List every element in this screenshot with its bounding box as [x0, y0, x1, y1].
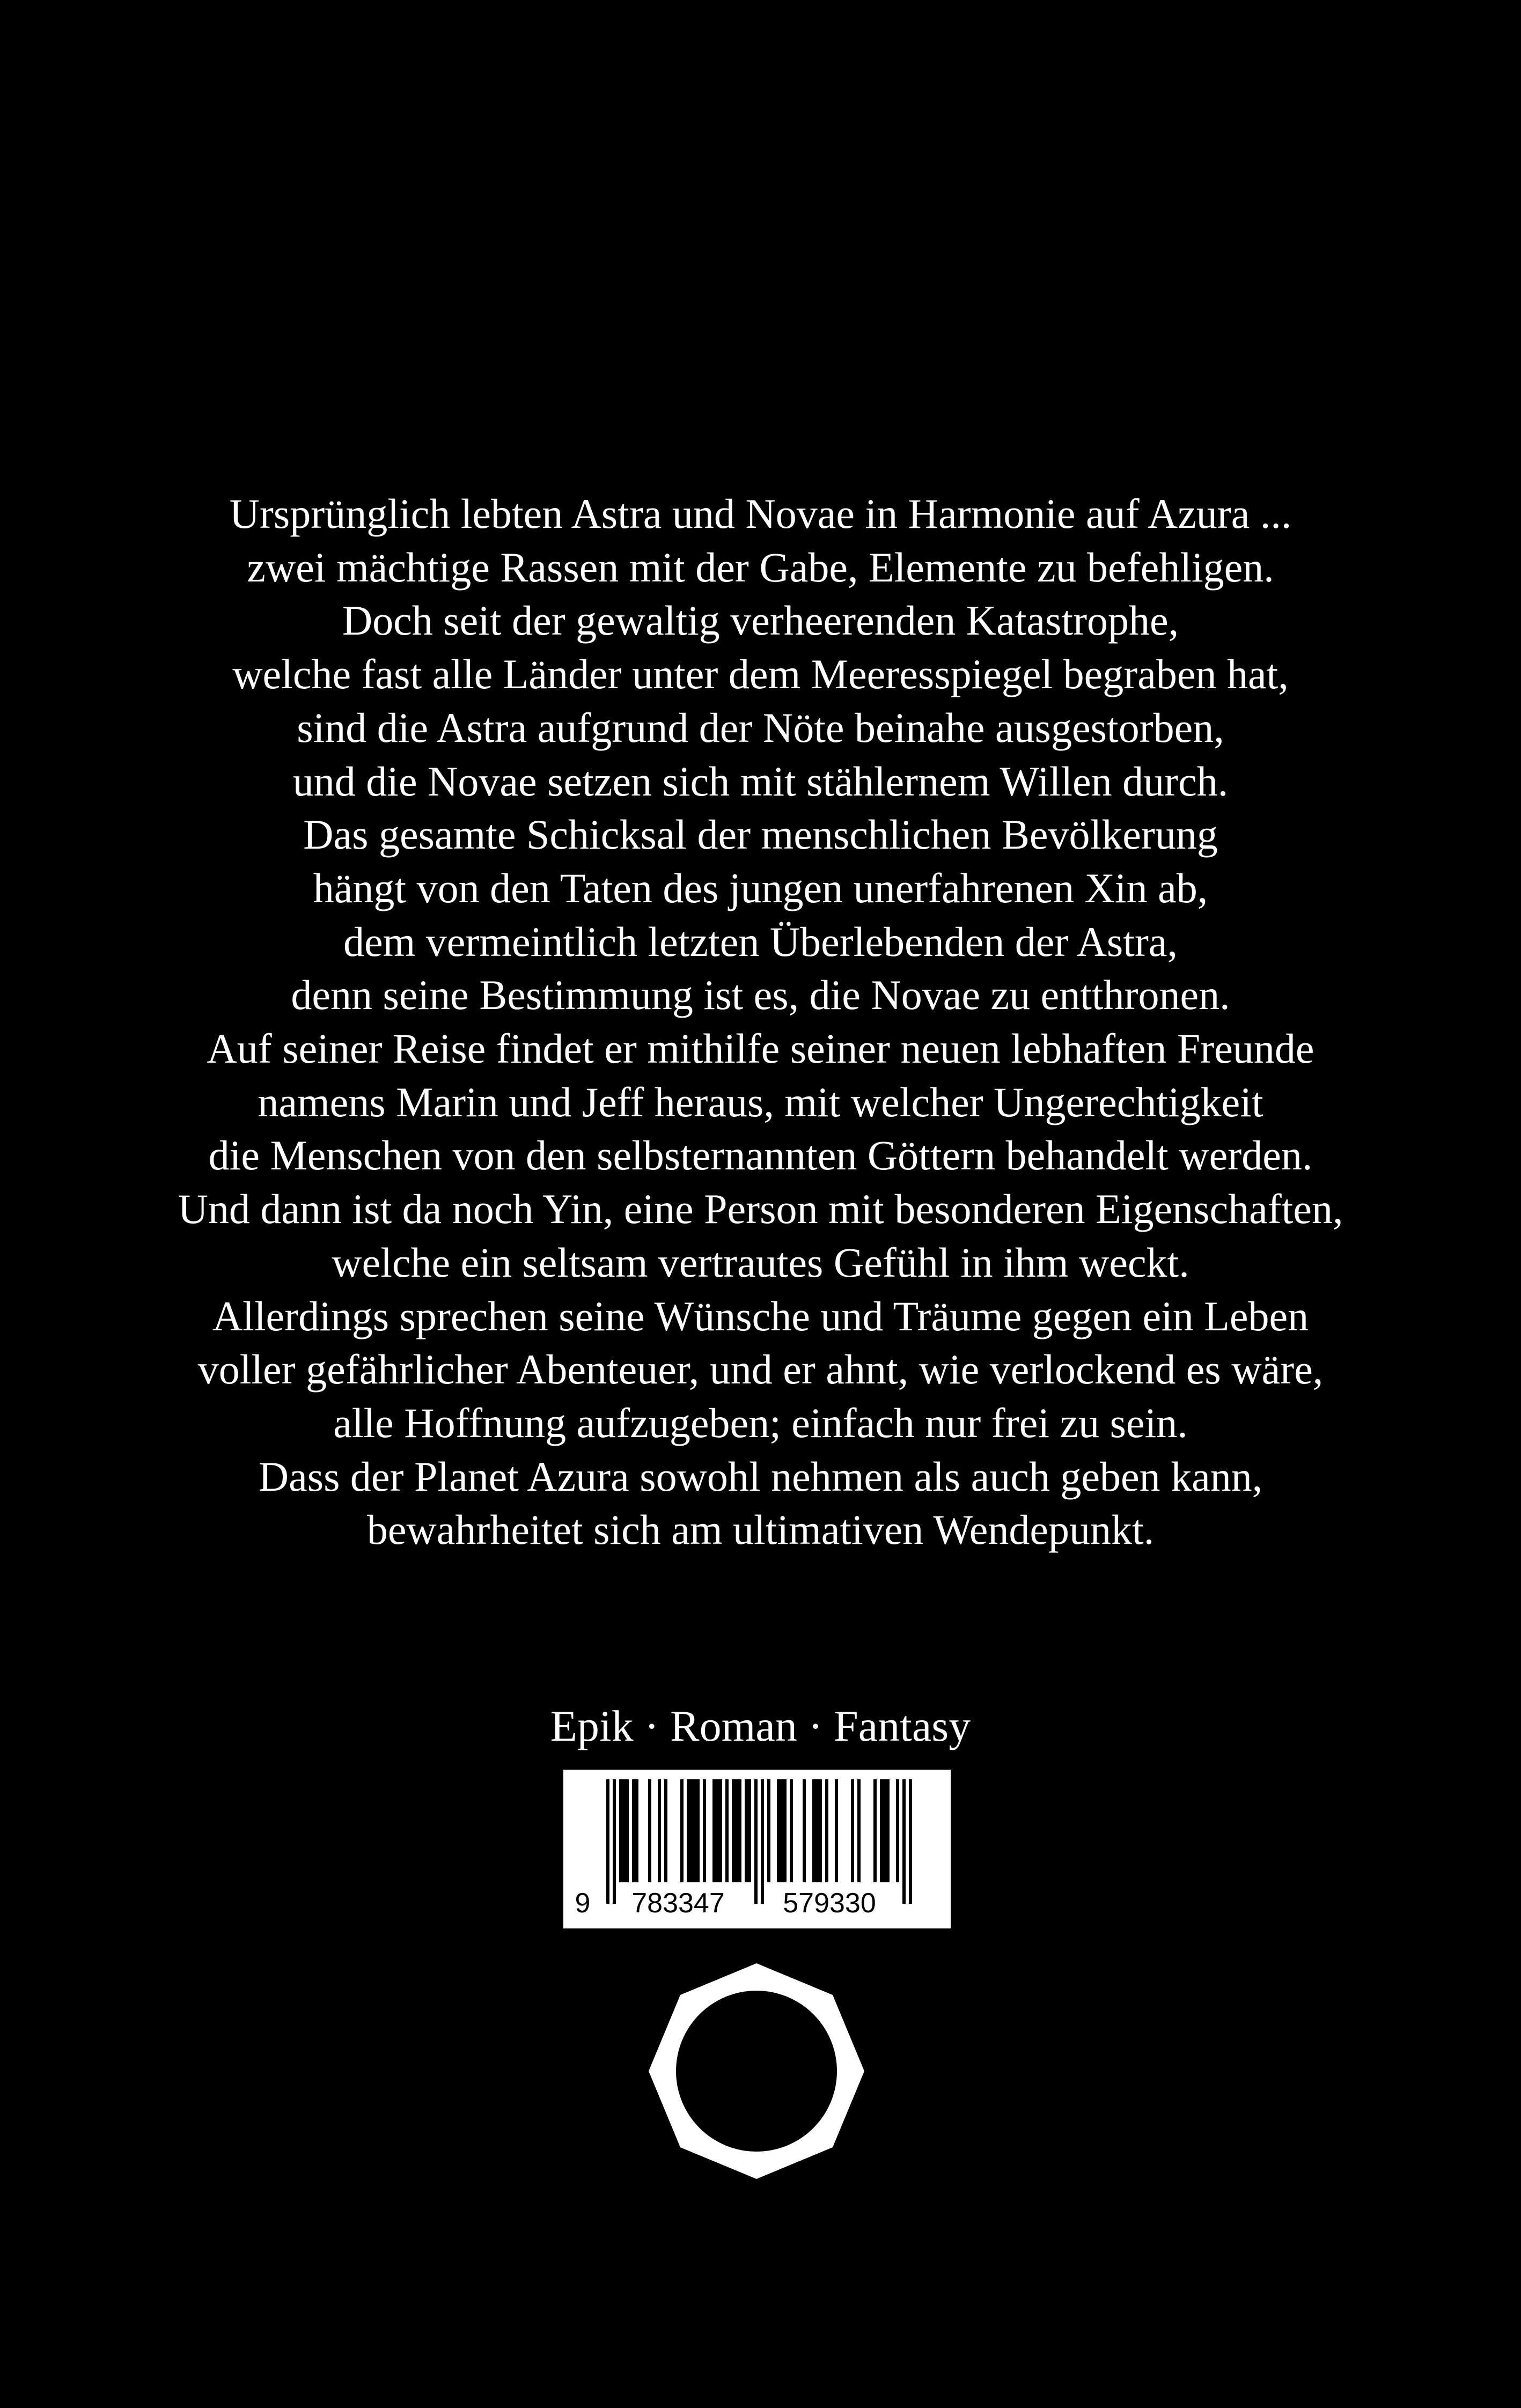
barcode-bar [716, 1779, 719, 1882]
blurb-line: Ursprünglich lebten Astra und Novae in Harmonie auf Azura ... [229, 490, 1292, 537]
blurb-line: welche ein seltsam vertrautes Gefühl in ihm weckt. [332, 1239, 1189, 1286]
blurb-line: bewahrheitet sich am ultimativen Wendepunkt. [366, 1506, 1155, 1553]
barcode-guard-bar [761, 1779, 764, 1904]
blurb-line: dem vermeintlich letzten Überlebenden der Astra, [343, 918, 1178, 965]
barcode-bar [719, 1779, 722, 1882]
blurb-text [0, 487, 1521, 1557]
blurb-line: und die Novae setzen sich mit stählernem Willen durch. [292, 757, 1229, 805]
blurb-line: Das gesamte Schicksal der menschlichen Bevölkerung [303, 811, 1218, 858]
barcode-bar [883, 1779, 886, 1882]
barcode-guard-bar [909, 1779, 912, 1904]
barcode-bar [664, 1779, 667, 1882]
blurb-line: welche fast alle Länder unter dem Meeresspiegel begraben hat, [232, 651, 1289, 698]
barcode-bar [825, 1779, 828, 1882]
barcode-bar [745, 1779, 748, 1882]
barcode-guard-bar [613, 1779, 616, 1904]
genre-line: Epik · Roman · Fantasy [550, 1702, 971, 1750]
barcode-left-digits: 783347 [631, 1888, 725, 1919]
barcode-bar [873, 1779, 877, 1882]
blurb-line: Und dann ist da noch Yin, eine Person mit besonderen Eigenschaften, [178, 1185, 1343, 1233]
barcode-bar [693, 1779, 696, 1882]
barcode-bar [851, 1779, 854, 1882]
barcode-bar [712, 1779, 716, 1882]
barcode-bar [622, 1779, 626, 1882]
barcode-bar [777, 1779, 780, 1882]
blurb-line: denn seine Bestimmung ist es, die Novae zu entthronen. [291, 971, 1230, 1019]
barcode-bar [767, 1779, 770, 1882]
barcode-bar [896, 1779, 899, 1882]
octagon-ring-icon [649, 1963, 864, 2179]
barcode-guard-bar [754, 1779, 758, 1904]
barcode-bar [857, 1779, 861, 1882]
barcode-bar [658, 1779, 661, 1882]
barcode-bar [703, 1779, 706, 1882]
barcode-bar [783, 1779, 787, 1882]
barcode-bar [790, 1779, 793, 1882]
barcode-bar [819, 1779, 822, 1882]
barcode-bar [803, 1779, 806, 1882]
blurb-line: die Menschen von den selbsternannten Göttern behandelt werden. [208, 1132, 1313, 1179]
barcode-bar [812, 1779, 815, 1882]
barcode-bar [738, 1779, 741, 1882]
barcode-bar [735, 1779, 738, 1882]
barcode-bar [635, 1779, 638, 1882]
isbn-barcode [563, 1770, 951, 1928]
barcode-bar [648, 1779, 651, 1882]
blurb-line: namens Marin und Jeff heraus, mit welcher Ungerechtigkeit [258, 1078, 1263, 1125]
barcode-bar [748, 1779, 751, 1882]
barcode-bar [780, 1779, 783, 1882]
barcode-bar [619, 1779, 622, 1882]
barcode-bar [725, 1779, 729, 1882]
barcode-bar [680, 1779, 684, 1882]
barcode-guard-bar [902, 1779, 906, 1904]
barcode-bar [835, 1779, 838, 1882]
blurb-line: Auf seiner Reise findet er mithilfe seiner neuen lebhaften Freunde [207, 1025, 1314, 1072]
barcode-bar [632, 1779, 635, 1882]
barcode-lead-digit: 9 [575, 1888, 591, 1919]
barcode-guard-bar [606, 1779, 609, 1904]
blurb-line: Dass der Planet Azura sowohl nehmen als auch geben kann, [258, 1453, 1263, 1500]
blurb-line: Allerdings sprechen seine Wünsche und Träume gegen ein Leben [212, 1292, 1309, 1339]
barcode-bar [732, 1779, 735, 1882]
blurb-line: zwei mächtige Rassen mit der Gabe, Elemente zu befehligen. [247, 543, 1274, 591]
barcode-bar [687, 1779, 690, 1882]
barcode-bar [815, 1779, 819, 1882]
barcode-bar [696, 1779, 700, 1882]
blurb-line: alle Hoffnung aufzugeben; einfach nur frei zu sein. [333, 1399, 1188, 1446]
blurb-line: sind die Astra aufgrund der Nöte beinahe ausgestorben, [297, 704, 1224, 751]
barcode-right-digits: 579330 [783, 1888, 876, 1919]
blurb-line: Doch seit der gewaltig verheerenden Katastrophe, [342, 597, 1179, 644]
barcode-bar [886, 1779, 890, 1882]
barcode-bar [880, 1779, 883, 1882]
blurb-line: voller gefährlicher Abenteuer, und er ahnt, wie verlockend es wäre, [197, 1346, 1324, 1393]
barcode-bar [690, 1779, 693, 1882]
blurb-line: hängt von den Taten des jungen unerfahrenen Xin ab, [313, 864, 1208, 911]
barcode-bar [626, 1779, 629, 1882]
